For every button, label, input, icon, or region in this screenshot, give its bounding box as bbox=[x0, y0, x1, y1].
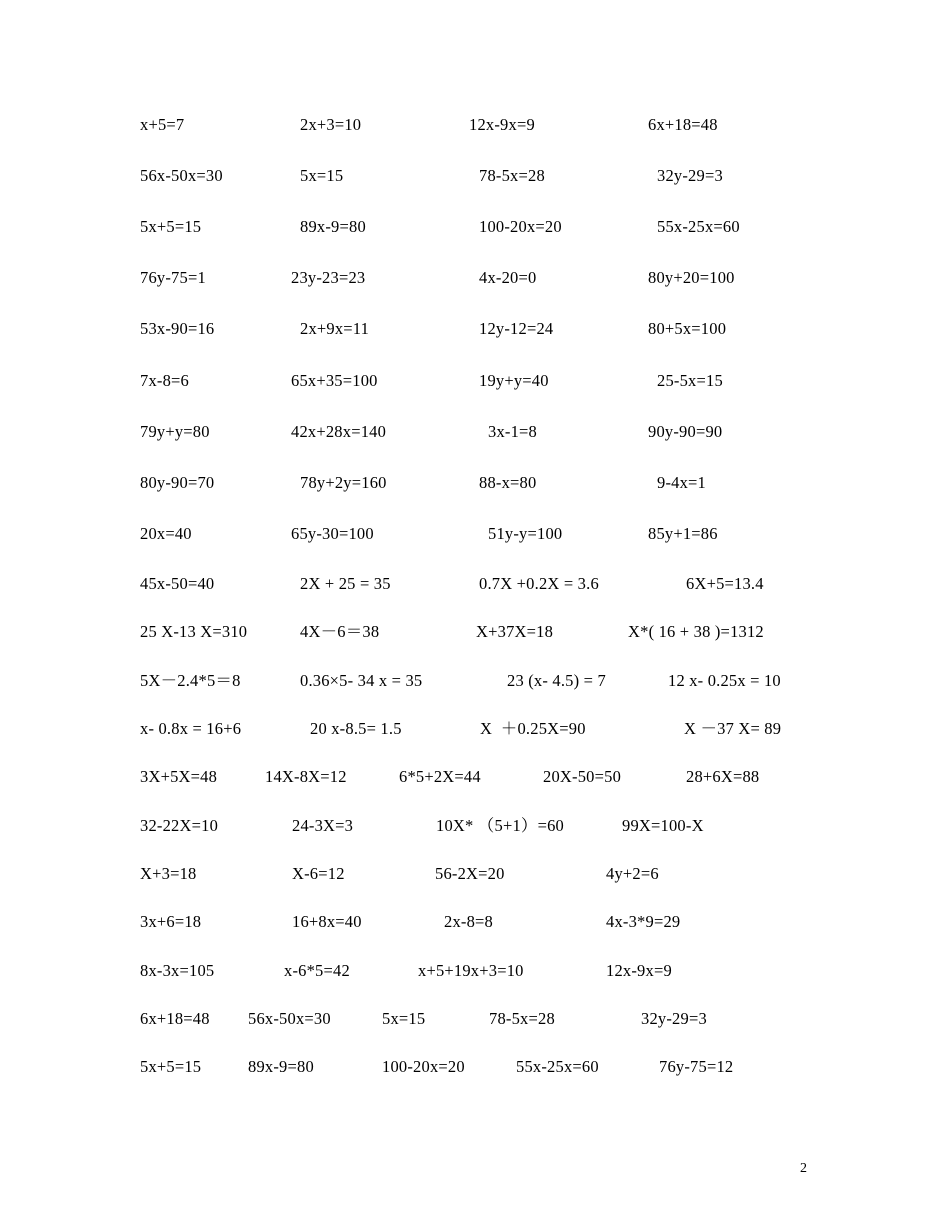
equation: 25-5x=15 bbox=[657, 371, 723, 390]
equation-row bbox=[0, 959, 950, 983]
equation-row bbox=[0, 317, 950, 341]
equation-row bbox=[0, 862, 950, 886]
equation: 2x+9x=11 bbox=[300, 319, 370, 338]
equation: X －37 X= 89 bbox=[684, 719, 782, 738]
equation: 56x-50x=30 bbox=[140, 166, 223, 185]
page-number: 2 bbox=[800, 1161, 807, 1176]
equation: 19y+y=40 bbox=[479, 371, 549, 390]
equation: 89x-9=80 bbox=[300, 217, 366, 236]
equation: 90y-90=90 bbox=[648, 422, 723, 441]
equation-row bbox=[0, 266, 950, 290]
equation: X+3=18 bbox=[140, 864, 197, 883]
equation: 9-4x=1 bbox=[657, 473, 707, 492]
equation: 53x-90=16 bbox=[140, 319, 215, 338]
equation: 51y-y=100 bbox=[488, 524, 563, 543]
equation-row bbox=[0, 420, 950, 444]
equation-row bbox=[0, 669, 950, 693]
equation-row bbox=[0, 1007, 950, 1031]
equation: 10X* （5+1）=60 bbox=[436, 816, 565, 835]
equation: 5x=15 bbox=[382, 1009, 426, 1028]
equation: 6X+5=13.4 bbox=[686, 574, 764, 593]
equation: 2X + 25 = 35 bbox=[300, 574, 391, 593]
equation: 14X-8X=12 bbox=[265, 767, 347, 786]
equation: 24-3X=3 bbox=[292, 816, 354, 835]
equation: 99X=100-X bbox=[622, 816, 704, 835]
equation: x+5=7 bbox=[140, 115, 185, 134]
equation: 0.7X +0.2X = 3.6 bbox=[479, 574, 599, 593]
equation: 32y-29=3 bbox=[657, 166, 723, 185]
equation: 12y-12=24 bbox=[479, 319, 554, 338]
equation: 4x-20=0 bbox=[479, 268, 537, 287]
equation: 32y-29=3 bbox=[641, 1009, 707, 1028]
equation: 76y-75=12 bbox=[659, 1057, 734, 1076]
equation: 5x+5=15 bbox=[140, 217, 202, 236]
equation: 89x-9=80 bbox=[248, 1057, 314, 1076]
equation: 4X－6＝38 bbox=[300, 622, 380, 641]
equation: x-6*5=42 bbox=[284, 961, 350, 980]
equation: 76y-75=1 bbox=[140, 268, 206, 287]
equation-row bbox=[0, 113, 950, 137]
equation-row bbox=[0, 620, 950, 644]
equation: 56x-50x=30 bbox=[248, 1009, 331, 1028]
equation-row bbox=[0, 471, 950, 495]
equation: 4x-3*9=29 bbox=[606, 912, 681, 931]
equation: 5x=15 bbox=[300, 166, 344, 185]
equation: 5x+5=15 bbox=[140, 1057, 202, 1076]
equation-row bbox=[0, 765, 950, 789]
equation: 3X+5X=48 bbox=[140, 767, 218, 786]
equation: 28+6X=88 bbox=[686, 767, 760, 786]
equation-row bbox=[0, 814, 950, 838]
equation: x- 0.8x = 16+6 bbox=[140, 719, 242, 738]
equation: X*( 16 + 38 )=1312 bbox=[628, 622, 764, 641]
equation: 12x-9x=9 bbox=[469, 115, 535, 134]
equation-row bbox=[0, 910, 950, 934]
equation: 55x-25x=60 bbox=[516, 1057, 599, 1076]
equation: 100-20x=20 bbox=[479, 217, 562, 236]
equation: 3x+6=18 bbox=[140, 912, 202, 931]
equation: 0.36×5- 34 x = 35 bbox=[300, 671, 423, 690]
equation: 2x-8=8 bbox=[444, 912, 494, 931]
equation: 6x+18=48 bbox=[648, 115, 718, 134]
equation: 32-22X=10 bbox=[140, 816, 219, 835]
equation: 23 (x- 4.5) = 7 bbox=[507, 671, 606, 690]
equation: 80+5x=100 bbox=[648, 319, 727, 338]
equation: 8x-3x=105 bbox=[140, 961, 215, 980]
equation: 79y+y=80 bbox=[140, 422, 210, 441]
equation: 3x-1=8 bbox=[488, 422, 538, 441]
equation: 2x+3=10 bbox=[300, 115, 362, 134]
equation: 65x+35=100 bbox=[291, 371, 378, 390]
equation: x+5+19x+3=10 bbox=[418, 961, 524, 980]
equation: 20 x-8.5= 1.5 bbox=[310, 719, 402, 738]
equation: 4y+2=6 bbox=[606, 864, 659, 883]
equation: 42x+28x=140 bbox=[291, 422, 387, 441]
equation: 25 X-13 X=310 bbox=[140, 622, 248, 641]
equation: 85y+1=86 bbox=[648, 524, 718, 543]
equation: X-6=12 bbox=[292, 864, 345, 883]
equation: 12 x- 0.25x = 10 bbox=[668, 671, 781, 690]
equation: 55x-25x=60 bbox=[657, 217, 740, 236]
equation: 20X-50=50 bbox=[543, 767, 622, 786]
equation: 78-5x=28 bbox=[479, 166, 545, 185]
equation: 78-5x=28 bbox=[489, 1009, 555, 1028]
equation: X+37X=18 bbox=[476, 622, 554, 641]
equation: 56-2X=20 bbox=[435, 864, 505, 883]
equation-row bbox=[0, 522, 950, 546]
equation: 20x=40 bbox=[140, 524, 192, 543]
equation-row bbox=[0, 164, 950, 188]
equation: 88-x=80 bbox=[479, 473, 537, 492]
equation-row bbox=[0, 1055, 950, 1079]
equation: 7x-8=6 bbox=[140, 371, 190, 390]
equation: 5X－2.4*5＝8 bbox=[140, 671, 241, 690]
equation: 45x-50=40 bbox=[140, 574, 215, 593]
equation: 78y+2y=160 bbox=[300, 473, 387, 492]
equation-row bbox=[0, 717, 950, 741]
equation-row bbox=[0, 369, 950, 393]
equation: 23y-23=23 bbox=[291, 268, 366, 287]
equation: 100-20x=20 bbox=[382, 1057, 465, 1076]
equation: 80y-90=70 bbox=[140, 473, 215, 492]
equation-row bbox=[0, 215, 950, 239]
equation: 6x+18=48 bbox=[140, 1009, 210, 1028]
equation: 12x-9x=9 bbox=[606, 961, 672, 980]
equation: 16+8x=40 bbox=[292, 912, 362, 931]
equation: 65y-30=100 bbox=[291, 524, 374, 543]
equation: X ＋0.25X=90 bbox=[480, 719, 586, 738]
equation-row bbox=[0, 572, 950, 596]
equation: 80y+20=100 bbox=[648, 268, 735, 287]
equation: 6*5+2X=44 bbox=[399, 767, 481, 786]
